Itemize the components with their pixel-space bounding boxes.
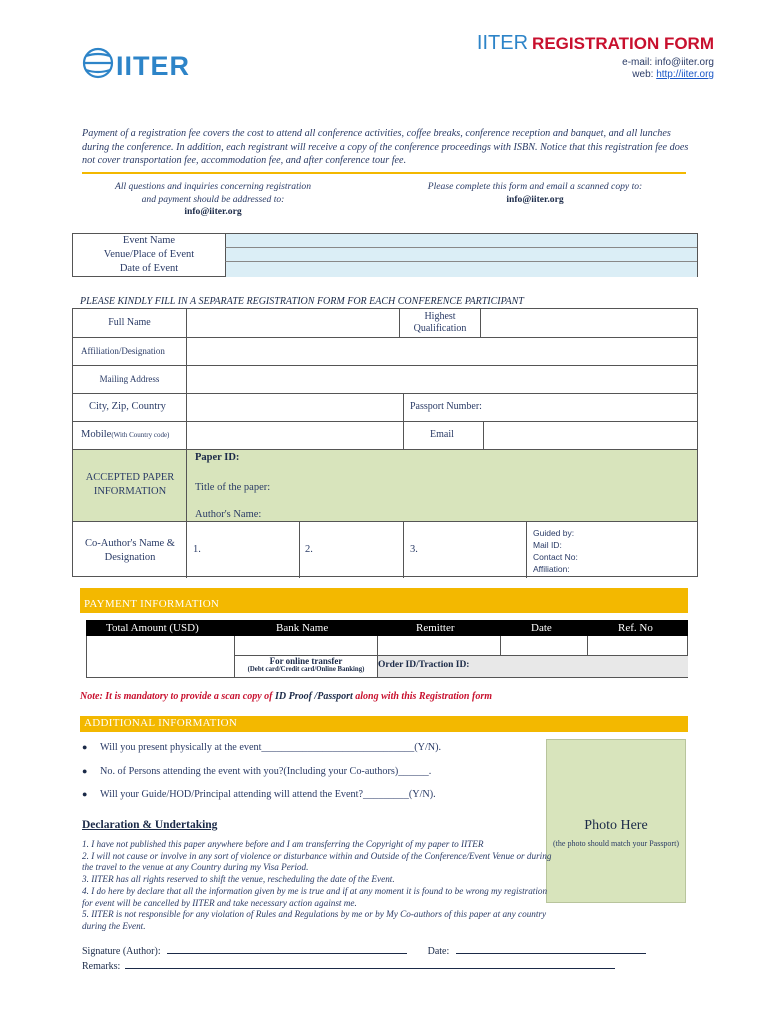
inquiries-left	[98, 181, 328, 219]
order-id-field[interactable]	[378, 656, 688, 677]
photo-subtitle: (the photo should match your Passport)	[553, 839, 679, 848]
bank-name-field[interactable]	[235, 636, 376, 655]
full-name-label: Full Name	[108, 317, 151, 328]
affiliation-field[interactable]	[187, 338, 697, 364]
coauthor-table	[72, 521, 698, 577]
date-sign-field[interactable]	[456, 953, 646, 954]
date-field-payment[interactable]	[501, 636, 586, 655]
form-title	[477, 32, 714, 55]
city-field[interactable]	[187, 394, 403, 420]
qualification-field[interactable]	[481, 310, 697, 336]
payment-body	[86, 636, 688, 678]
contact-info	[622, 57, 714, 81]
inquiries-right-line1: Please complete this form and email a scanned copy to:	[427, 181, 643, 192]
instruction: PLEASE KINDLY FILL IN A SEPARATE REGISTRATION FORM FOR EACH CONFERENCE PARTICIPANT	[80, 296, 524, 307]
signature-label: Signature (Author):	[82, 946, 161, 957]
web-label: web:	[632, 69, 657, 80]
declaration-item: 1. I have not published this paper anywhere before and I am transferring the Copyright of my paper to IITER	[82, 839, 484, 849]
bullet-icon: ●	[82, 742, 88, 752]
web-link[interactable]: http://iiter.org	[656, 69, 714, 80]
mobile-field[interactable]	[187, 422, 403, 450]
venue-field[interactable]	[225, 248, 697, 262]
intro-paragraph: Payment of a registration fee covers the cost to attend all conference activities, coffee breaks, conference reception and banquet, and all lunches during the conference. In addition, each registrant will receive a copy of the conference proceedings with ISBN. Notice that this registration fee does not cover transportation fee, accommodation fee, and after conference tour fee.	[82, 128, 689, 166]
event-table	[72, 233, 698, 277]
declaration-item: 4. I do here by declare that all the information given by me is true and if at any moment it is found to be wrong my registration for event will be cancelled by IITER and take necessary action against me.	[82, 885, 548, 908]
guide-affiliation-label: Affiliation:	[533, 564, 570, 574]
signature-line	[82, 946, 646, 957]
mobile-label	[81, 429, 169, 440]
bullet-icon: ●	[82, 766, 88, 776]
note-part2: ID Proof /Passport	[274, 691, 353, 702]
signature-field[interactable]	[167, 953, 407, 954]
declaration-title: Declaration & Undertaking	[82, 819, 218, 831]
question-1[interactable]	[82, 742, 441, 753]
date-sign-label: Date:	[427, 946, 450, 957]
question-1-text: Will you present physically at the event______________________________(Y/N).	[100, 742, 442, 753]
author-name-label: Author's Name:	[195, 509, 262, 520]
passport-label: Passport Number:	[410, 401, 482, 412]
bullet-icon: ●	[82, 789, 88, 799]
total-amount-field[interactable]	[88, 636, 233, 677]
affiliation-label: Affiliation/Designation	[81, 346, 165, 356]
guide-info	[533, 527, 578, 575]
email-line: e-mail: info@iiter.org	[622, 57, 714, 68]
passport-field[interactable]	[493, 394, 697, 420]
question-2[interactable]	[82, 766, 431, 777]
event-name-label: Event Name	[122, 235, 176, 246]
photo-box[interactable]	[546, 739, 686, 903]
date-field[interactable]	[225, 262, 697, 277]
event-name-field[interactable]	[225, 234, 697, 248]
email-label: Email	[430, 429, 454, 440]
inquiries-right-email: info@iiter.org	[506, 193, 564, 205]
coauthor-1[interactable]: 1.	[193, 544, 201, 555]
declaration-item: 2. I will not cause or involve in any sort of violence or disturbance within and Outside of the Conference/Event Venue or during the travel to the venue at any Country during my Visa Period.	[82, 850, 552, 873]
city-label: City, Zip, Country	[89, 401, 166, 412]
venue-label: Venue/Place of Event	[103, 249, 195, 260]
order-id-label: Order ID/Traction ID:	[378, 660, 470, 670]
question-2-text: No. of Persons attending the event with you?(Including your Co-authors)______.	[100, 766, 432, 777]
additional-heading: ADDITIONAL INFORMATION	[84, 717, 238, 729]
payment-section-bar	[80, 588, 688, 613]
remarks-field[interactable]	[125, 968, 615, 969]
col-ref-no: Ref. No	[618, 622, 653, 634]
inquiries-left-email: info@iiter.org	[184, 206, 242, 217]
declaration-list	[82, 839, 556, 933]
online-transfer	[235, 656, 377, 673]
additional-section-bar	[80, 716, 688, 732]
title-main: REGISTRATION FORM	[532, 34, 714, 53]
mandatory-note	[80, 691, 492, 702]
coauthor-3[interactable]: 3.	[410, 544, 418, 555]
web-line	[622, 69, 714, 81]
contact-no-label: Contact No:	[533, 552, 578, 562]
col-bank-name: Bank Name	[276, 622, 329, 634]
participant-table	[72, 308, 698, 450]
inquiries-left-line1: All questions and inquiries concerning registration	[114, 181, 312, 192]
declaration-item: 5. IITER is not responsible for any violation of Rules and Regulations by me or by My Co-authors of this paper at any country during the Event.	[82, 909, 547, 931]
paper-title-label: Title of the paper:	[195, 482, 271, 493]
remarks-label: Remarks:	[82, 961, 121, 972]
qualification-label: Highest Qualification	[413, 311, 467, 334]
note-part3: along with this Registration form	[352, 691, 492, 702]
globe-icon	[82, 44, 202, 82]
col-total-amount: Total Amount (USD)	[106, 622, 199, 634]
declaration-item: 3. IITER has all rights reserved to shift the venue, rescheduling the date of the Event.	[82, 874, 395, 885]
mail-id-label: Mail ID:	[533, 540, 562, 550]
coauthor-2[interactable]: 2.	[305, 544, 313, 555]
iiter-logo	[82, 44, 202, 82]
mobile-note: (With Country code)	[111, 431, 170, 439]
photo-title: Photo Here	[584, 818, 648, 833]
note-part1: Note: It is mandatory to provide a scan copy of	[80, 691, 275, 702]
divider	[82, 172, 686, 174]
col-date: Date	[531, 622, 552, 634]
online-modes-label: (Debt card/Credit card/Online Banking)	[247, 666, 365, 673]
paper-section-label: ACCEPTED PAPER INFORMATION	[85, 472, 175, 497]
full-name-field[interactable]	[187, 310, 399, 336]
title-prefix: IITER	[476, 32, 529, 54]
question-3-text: Will your Guide/HOD/Principal attending will attend the Event?_________(Y/N).	[100, 789, 436, 800]
remitter-field[interactable]	[378, 636, 499, 655]
paper-id-label: Paper ID:	[195, 452, 240, 463]
logo-text: IITER	[116, 51, 191, 81]
email-field[interactable]	[484, 422, 697, 450]
paper-table	[72, 449, 698, 522]
online-transfer-label: For online transfer	[269, 656, 343, 666]
mailing-address-label: Mailing Address	[99, 374, 160, 384]
inquiries-left-line2: and payment should be addressed to:	[141, 193, 285, 205]
coauthor-label: Co-Author's Name & Designation	[85, 538, 175, 563]
date-label: Date of Event	[119, 263, 179, 274]
mailing-address-field[interactable]	[187, 366, 697, 392]
guided-by-label: Guided by:	[533, 528, 575, 538]
remarks-line	[82, 961, 615, 972]
payment-heading: PAYMENT INFORMATION	[84, 598, 220, 610]
payment-header-row	[86, 620, 688, 636]
inquiries-right	[400, 181, 670, 206]
mobile-text: Mobile	[81, 429, 112, 440]
ref-no-field[interactable]	[588, 636, 687, 655]
question-3[interactable]	[82, 789, 436, 800]
col-remitter: Remitter	[416, 622, 455, 634]
